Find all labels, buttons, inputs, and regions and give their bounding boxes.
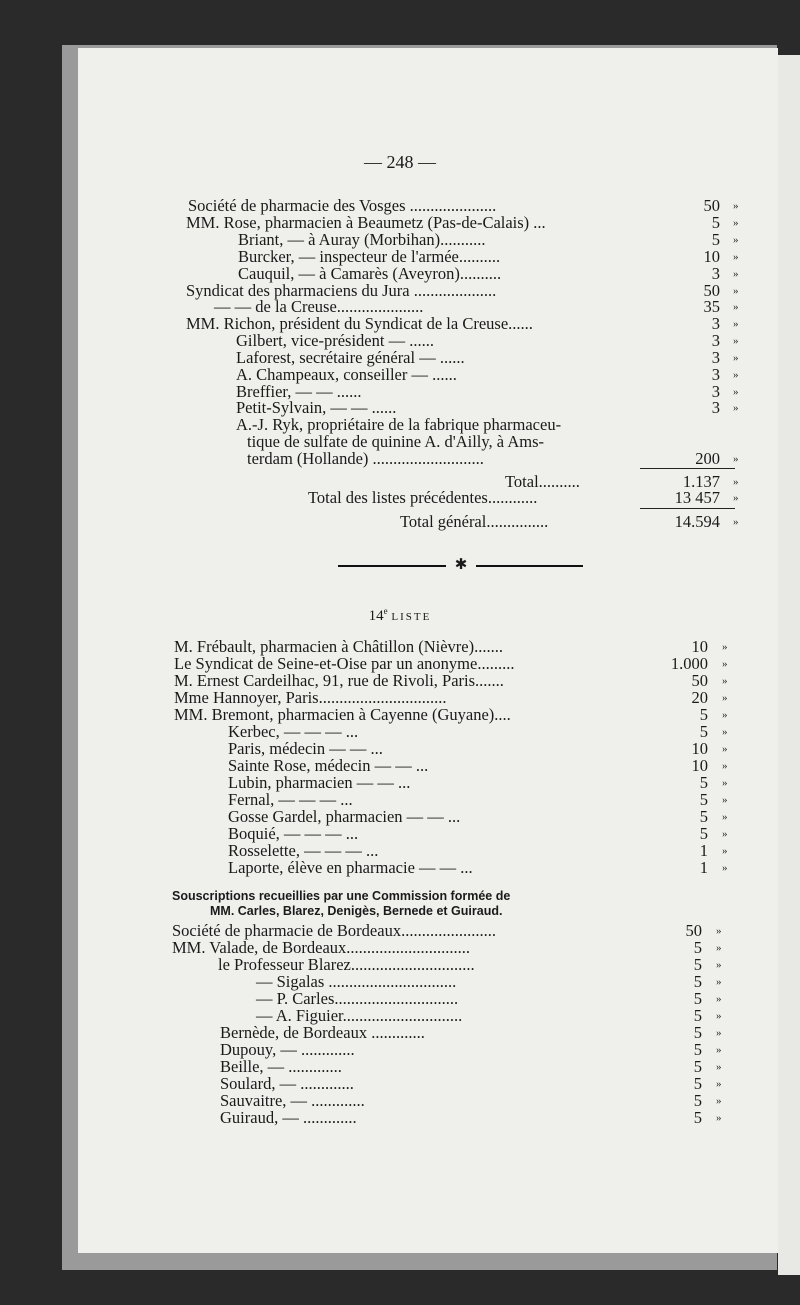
total-label: Total.......... [505, 472, 580, 491]
list-item-label: Laporte, élève en pharmacie — — ... [228, 858, 473, 877]
list-item-label: MM. Valade, de Bordeaux.............................. [172, 938, 471, 957]
list-item-value: 5 [693, 972, 702, 991]
list-item-label: MM. Richon, président du Syndicat de la Creuse...... [186, 314, 533, 333]
list-item-value: 5 [693, 1057, 702, 1076]
list-item-label: A. Champeaux, conseiller — ...... [236, 365, 457, 384]
list-item-label: Lubin, pharmacien — — ... [228, 773, 411, 792]
list-item-label: Gilbert, vice-président — ...... [236, 331, 434, 350]
list-item-value: 5 [699, 807, 708, 826]
list-item-mark: » [722, 845, 728, 857]
list-item-value: 5 [693, 1074, 702, 1093]
list-item-mark: » [733, 335, 739, 347]
list-item-mark: » [716, 959, 722, 971]
list-item-value: 5 [693, 955, 702, 974]
total-mark: » [733, 476, 739, 488]
grand-total-value: 14.594 [674, 512, 720, 531]
list-item-mark: » [722, 641, 728, 653]
list-number-suffix: e [383, 606, 388, 616]
list-item-label: Fernal, — — — ... [228, 790, 353, 809]
list-item-label: Le Syndicat de Seine-et-Oise par un anonyme......... [174, 654, 515, 673]
list-item-mark: » [733, 217, 739, 229]
sum-rule [640, 468, 735, 469]
list-item-label: MM. Bremont, pharmacien à Cayenne (Guyane).... [174, 705, 511, 724]
previous-total-value: 13 457 [674, 488, 720, 507]
list-item-value: 3 [711, 348, 720, 367]
list-item-label: terdam (Hollande) ........................... [247, 449, 484, 468]
list-item-mark: » [716, 1027, 722, 1039]
list-item-mark: » [716, 1010, 722, 1022]
list-word: LISTE [391, 611, 432, 623]
total-value: 1.137 [682, 472, 720, 491]
list-item-mark: » [716, 1095, 722, 1107]
list-item-value: 50 [691, 671, 708, 690]
list-item-label: M. Ernest Cardeilhac, 91, rue de Rivoli, Paris....... [174, 671, 504, 690]
list-item-value: 5 [693, 938, 702, 957]
list-item-label: Société de pharmacie de Bordeaux....................... [172, 921, 496, 940]
list-item-value: 5 [693, 1023, 702, 1042]
list-item-mark: » [722, 726, 728, 738]
list-item-value: 3 [711, 314, 720, 333]
list-item-label: Petit-Sylvain, — — ...... [236, 398, 397, 417]
list-item-label: — P. Carles.............................. [256, 989, 459, 1008]
list-item-value: 3 [711, 365, 720, 384]
list-item-label: M. Frébault, pharmacien à Châtillon (Nièvre)....... [174, 637, 503, 656]
list-item-value: 3 [711, 264, 720, 283]
list-item-label: tique de sulfate de quinine A. d'Ailly, à Ams- [247, 432, 545, 451]
list-item-label: Sauvaitre, — ............. [220, 1091, 365, 1110]
sum-rule [640, 508, 735, 509]
list-item-value: 3 [711, 398, 720, 417]
list-item-mark: » [733, 234, 739, 246]
list-item-mark: » [722, 777, 728, 789]
list-item-mark: » [733, 285, 739, 297]
list-item-label: A.-J. Ryk, propriétaire de la fabrique pharmaceu- [236, 415, 562, 434]
list-item-value: 3 [711, 331, 720, 350]
list-number: 14 [368, 608, 384, 624]
list-item-mark: » [716, 1112, 722, 1124]
section-separator [338, 557, 583, 574]
list-title [0, 606, 800, 625]
list-item-mark: » [722, 811, 728, 823]
list-item-mark: » [722, 794, 728, 806]
list-item-mark: » [722, 675, 728, 687]
list-item-value: 5 [693, 1040, 702, 1059]
list-item-label: Beille, — ............. [220, 1057, 342, 1076]
list-item-mark: » [722, 760, 728, 772]
list-item-value: 50 [703, 196, 720, 215]
list-item-value: 5 [711, 230, 720, 249]
list-item-value: 5 [693, 989, 702, 1008]
list-item-value: 5 [699, 790, 708, 809]
list-item-value: 1 [699, 841, 708, 860]
list-item-mark: » [722, 862, 728, 874]
list-item-mark: » [733, 453, 739, 465]
list-item-mark: » [733, 251, 739, 263]
list-item-mark: » [716, 993, 722, 1005]
list-item-value: 3 [711, 382, 720, 401]
list-item-value: 1 [699, 858, 708, 877]
list-item-mark: » [716, 1078, 722, 1090]
commission-heading-line-1: Souscriptions recueillies par une Commission formée de [172, 889, 511, 903]
list-item-label: — A. Figuier............................. [256, 1006, 463, 1025]
asterisk-ornament: ✱ [454, 557, 468, 573]
list-item-value: 5 [699, 722, 708, 741]
list-item-mark: » [716, 1044, 722, 1056]
list-item-value: 10 [691, 739, 708, 758]
list-item-value: 5 [699, 824, 708, 843]
list-item-mark: » [733, 301, 739, 313]
list-item-label: Breffier, — — ...... [236, 382, 362, 401]
list-item-label: le Professeur Blarez.............................. [218, 955, 475, 974]
list-item-label: Boquié, — — — ... [228, 824, 359, 843]
list-item-mark: » [716, 976, 722, 988]
list-item-value: 5 [693, 1108, 702, 1127]
list-item-label: Briant, — à Auray (Morbihan)........... [238, 230, 486, 249]
list-item-label: Société de pharmacie des Vosges ..................... [188, 196, 497, 215]
list-item-mark: » [722, 743, 728, 755]
list-item-value: 5 [699, 773, 708, 792]
list-item-label: Guiraud, — ............. [220, 1108, 357, 1127]
list-item-value: 1.000 [670, 654, 708, 673]
list-item-mark: » [722, 828, 728, 840]
list-item-value: 10 [691, 637, 708, 656]
list-item-mark: » [722, 709, 728, 721]
list-item-label: — — de la Creuse..................... [214, 297, 424, 316]
list-item-mark: » [716, 1061, 722, 1073]
list-item-label: Mme Hannoyer, Paris............................... [174, 688, 447, 707]
list-item-label: Kerbec, — — — ... [228, 722, 359, 741]
list-item-mark: » [733, 268, 739, 280]
list-item-value: 50 [685, 921, 702, 940]
list-item-mark: » [722, 658, 728, 670]
list-item-value: 5 [693, 1091, 702, 1110]
commission-heading-line-2: MM. Carles, Blarez, Denigès, Bernede et Guiraud. [210, 904, 503, 918]
previous-total-mark: » [733, 492, 739, 504]
list-item-value: 10 [703, 247, 720, 266]
page-number: — 248 — [364, 152, 436, 172]
list-item-value: 20 [691, 688, 708, 707]
list-item-mark: » [733, 369, 739, 381]
list-item-label: Dupouy, — ............. [220, 1040, 355, 1059]
grand-total-mark: » [733, 516, 739, 528]
list-item-label: Paris, médecin — — ... [228, 739, 383, 758]
list-item-label: Soulard, — ............. [220, 1074, 354, 1093]
list-item-mark: » [716, 925, 722, 937]
list-item-value: 10 [691, 756, 708, 775]
list-item-label: Sainte Rose, médecin — — ... [228, 756, 429, 775]
list-item-label: Syndicat des pharmaciens du Jura .................... [186, 281, 497, 300]
list-item-value: 35 [703, 297, 720, 316]
list-item-mark: » [733, 386, 739, 398]
list-item-label: Gosse Gardel, pharmacien — — ... [228, 807, 461, 826]
list-item-value: 200 [695, 449, 720, 468]
list-item-value: 50 [703, 281, 720, 300]
list-item-label: Cauquil, — à Camarès (Aveyron).......... [238, 264, 502, 283]
list-item-value: 5 [711, 213, 720, 232]
list-item-mark: » [733, 352, 739, 364]
list-item-label: Bernède, de Bordeaux ............. [220, 1023, 425, 1042]
list-item-mark: » [733, 318, 739, 330]
list-item-mark: » [733, 402, 739, 414]
list-item-mark: » [722, 692, 728, 704]
list-item-label: MM. Rose, pharmacien à Beaumetz (Pas-de-Calais) ... [186, 213, 546, 232]
list-item-mark: » [716, 942, 722, 954]
grand-total-label: Total général............... [400, 512, 549, 531]
list-item-label: Laforest, secrétaire général — ...... [236, 348, 465, 367]
list-item-label: Rosselette, — — — ... [228, 841, 379, 860]
list-item-value: 5 [693, 1006, 702, 1025]
previous-total-label: Total des listes précédentes............ [308, 488, 538, 507]
list-item-value: 5 [699, 705, 708, 724]
next-page-edge [778, 55, 800, 1275]
list-item-label: — Sigalas ............................... [256, 972, 457, 991]
list-item-label: Burcker, — inspecteur de l'armée.......... [238, 247, 501, 266]
list-item-mark: » [733, 200, 739, 212]
